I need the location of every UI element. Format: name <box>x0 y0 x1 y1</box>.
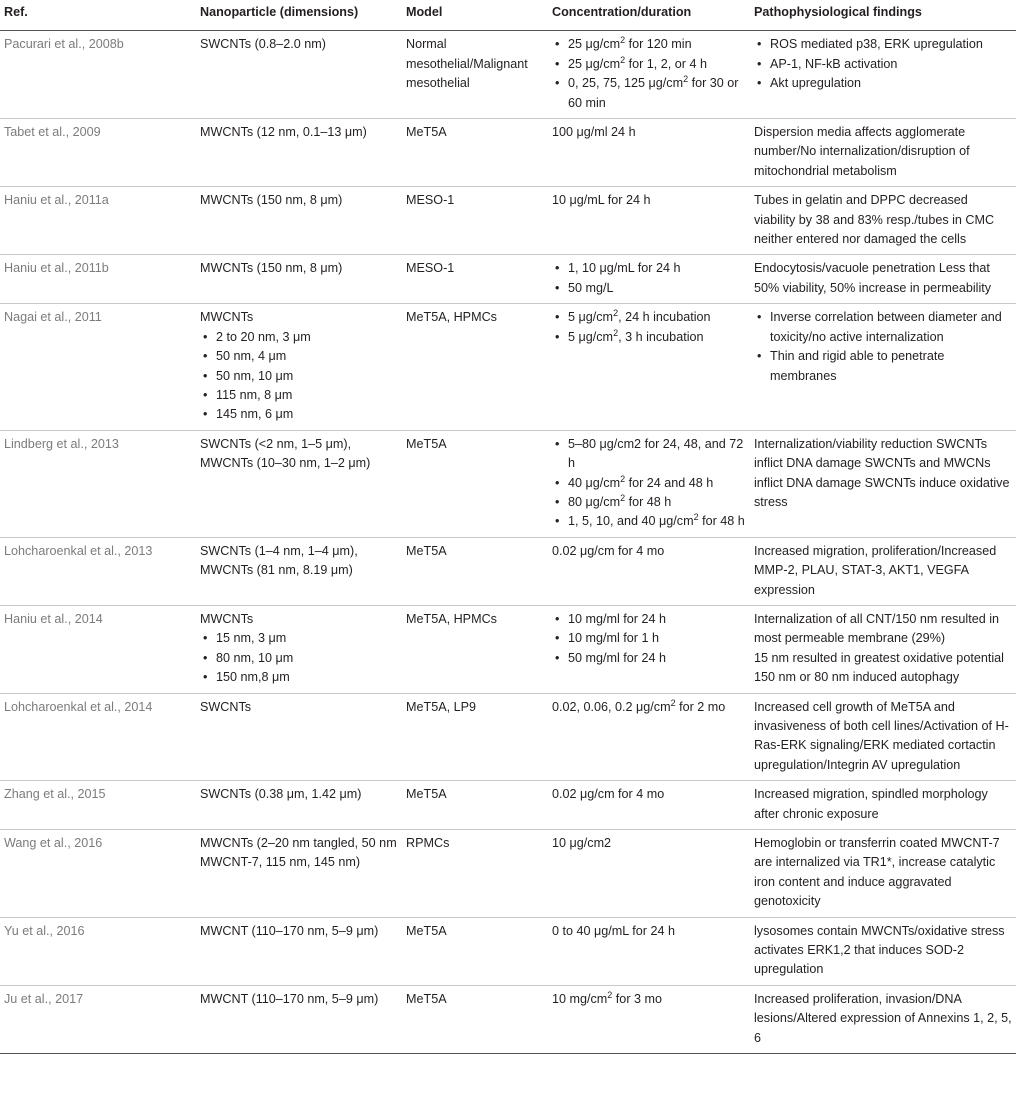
model-cell: MESO-1 <box>402 187 548 255</box>
ref-cell: Lindberg et al., 2013 <box>0 430 196 537</box>
findings-cell <box>750 985 1016 1053</box>
findings-cell <box>750 255 1016 304</box>
find-list <box>754 308 1012 386</box>
ref-cell: Zhang et al., 2015 <box>0 781 196 830</box>
nano-text: MWCNTs (150 nm, 8 μm) <box>200 261 343 276</box>
conc-list <box>552 610 746 668</box>
table-row <box>0 31 1016 119</box>
findings-cell <box>750 119 1016 187</box>
concentration-cell <box>548 430 750 537</box>
table-row <box>0 255 1016 304</box>
nanoparticle-cell <box>196 781 402 830</box>
nano-list-item: • 2 to 20 nm, 3 μm <box>216 328 398 347</box>
model-cell: MeT5A <box>402 917 548 985</box>
find-text: lysosomes contain MWCNTs/oxidative stress activates ERK1,2 that induces SOD-2 upregulation <box>754 923 1005 977</box>
conc-text: 10 μg/mL for 24 h <box>552 193 651 208</box>
nanoparticle-cell <box>196 430 402 537</box>
table-row <box>0 605 1016 693</box>
model-cell: MeT5A <box>402 430 548 537</box>
conc-text: 0 to 40 μg/mL for 24 h <box>552 923 676 938</box>
ref-cell: Lohcharoenkal et al., 2013 <box>0 537 196 605</box>
concentration-cell <box>548 693 750 781</box>
conc-text: 100 μg/ml 24 h <box>552 125 636 140</box>
findings-cell <box>750 693 1016 781</box>
find-text: Dispersion media affects agglomerate number/No internalization/disruption of mitochondrial metabolism <box>754 125 970 178</box>
concentration-cell <box>548 605 750 693</box>
find-text: Increased migration, proliferation/Increased MMP-2, PLAU, STAT-3, AKT1, VEGFA expression <box>754 543 997 597</box>
table-row <box>0 693 1016 781</box>
nano-list <box>200 629 398 687</box>
conc-text: 10 μg/cm2 <box>552 836 612 851</box>
nano-text: MWCNTs <box>200 611 254 626</box>
nano-list-item: • 50 nm, 4 μm <box>216 347 398 366</box>
conc-text: 0.02 μg/cm for 4 mo <box>552 787 665 802</box>
table-row <box>0 537 1016 605</box>
model-cell: MESO-1 <box>402 255 548 304</box>
nano-text: MWCNTs (12 nm, 0.1–13 μm) <box>200 125 367 140</box>
nano-text: MWCNTs (150 nm, 8 μm) <box>200 193 343 208</box>
model-cell: MeT5A <box>402 119 548 187</box>
conc-list-item: • 80 $\mu g/cm^2$ for 48 h <box>568 493 746 512</box>
nanoparticle-cell <box>196 605 402 693</box>
conc-list-item: • 10 mg/ml for 1 h <box>568 629 746 648</box>
nano-list-item: • 150 nm,8 μm <box>216 668 398 687</box>
nanoparticle-cell <box>196 693 402 781</box>
ref-cell: Ju et al., 2017 <box>0 985 196 1053</box>
nano-text: MWCNTs <box>200 310 254 325</box>
conc-list <box>552 35 746 113</box>
find-list-item: • Thin and rigid able to penetrate membranes <box>770 347 1012 386</box>
ref-cell: Yu et al., 2016 <box>0 917 196 985</box>
find-list <box>754 35 1012 93</box>
model-cell: MeT5A <box>402 781 548 830</box>
nano-list <box>200 328 398 425</box>
concentration-cell <box>548 255 750 304</box>
nano-list-item: • 15 nm, 3 μm <box>216 629 398 648</box>
nano-text: SWCNTs (0.38 μm, 1.42 μm) <box>200 787 362 802</box>
nanoparticle-cell <box>196 304 402 430</box>
findings-cell <box>750 537 1016 605</box>
concentration-cell <box>548 830 750 918</box>
conc-list <box>552 435 746 532</box>
conc-list-item: • 1, 10 μg/mL for 24 h <box>568 259 746 278</box>
findings-cell <box>750 917 1016 985</box>
model-cell: MeT5A, HPMCs <box>402 304 548 430</box>
conc-list-item: • 0, 25, 75, 125 $\mu g/cm^2$ for 30 or 60 min <box>568 74 746 113</box>
concentration-cell <box>548 31 750 119</box>
findings-cell <box>750 31 1016 119</box>
table-row <box>0 119 1016 187</box>
concentration-cell <box>548 187 750 255</box>
nanoparticle-cell <box>196 830 402 918</box>
model-cell: MeT5A <box>402 985 548 1053</box>
conc-text: 0.02 μg/cm for 4 mo <box>552 543 665 558</box>
conc-list-item: • 5–80 μg/cm2 for 24, 48, and 72 h <box>568 435 746 474</box>
ref-cell: Haniu et al., 2014 <box>0 605 196 693</box>
nano-list-item: • 80 nm, 10 μm <box>216 649 398 668</box>
nanoparticle-cell <box>196 917 402 985</box>
find-list-item: • ROS mediated p38, ERK upregulation <box>770 35 1012 54</box>
ref-cell: Lohcharoenkal et al., 2014 <box>0 693 196 781</box>
concentration-cell <box>548 985 750 1053</box>
nano-text: SWCNTs (<2 nm, 1–5 μm), MWCNTs (10–30 nm, 1–2 μm) <box>200 436 371 471</box>
findings-cell <box>750 781 1016 830</box>
find-list-item: • Inverse correlation between diameter and toxicity/no active internalization <box>770 308 1012 347</box>
nano-list-item: • 115 nm, 8 μm <box>216 386 398 405</box>
nano-text: MWCNTs (2–20 nm tangled, 50 nm MWCNT-7, 115 nm, 145 nm) <box>200 836 397 870</box>
find-text: Endocytosis/vacuole penetration Less that 50% viability, 50% increase in permeability <box>754 261 992 295</box>
header-concentration: Concentration/duration <box>548 0 750 31</box>
find-text: Hemoglobin or transferrin coated MWCNT-7 are internalized via TR1*, increase catalytic iron content and induce aggravated genotoxicity <box>754 836 1000 909</box>
header-model: Model <box>402 0 548 31</box>
table-body <box>0 31 1016 1054</box>
model-cell: RPMCs <box>402 830 548 918</box>
header-row <box>0 0 1016 31</box>
table-row <box>0 781 1016 830</box>
conc-text: 0.02, 0.06, 0.2 $\mu g/cm^2$ for 2 mo <box>552 697 726 714</box>
concentration-cell <box>548 781 750 830</box>
ref-cell: Pacurari et al., 2008b <box>0 31 196 119</box>
table-row <box>0 830 1016 918</box>
find-text: Tubes in gelatin and DPPC decreased viability by 38 and 83% resp./tubes in CMC neither entered nor damaged the cells <box>754 193 995 247</box>
concentration-cell <box>548 119 750 187</box>
findings-cell <box>750 304 1016 430</box>
model-cell: MeT5A, LP9 <box>402 693 548 781</box>
conc-list-item: • 25 $\mu g/cm^2$ for 120 min <box>568 35 746 54</box>
findings-cell <box>750 605 1016 693</box>
table-row <box>0 985 1016 1053</box>
nanoparticle-cell <box>196 119 402 187</box>
find-list-item: • AP-1, NF-kB activation <box>770 55 1012 74</box>
model-cell: MeT5A <box>402 537 548 605</box>
conc-list-item: • 50 mg/L <box>568 279 746 298</box>
conc-list-item: • 40 $\mu g/cm^2$ for 24 and 48 h <box>568 474 746 493</box>
nano-text: MWCNT (110–170 nm, 5–9 μm) <box>200 991 379 1006</box>
table-row <box>0 430 1016 537</box>
find-list-item: • Akt upregulation <box>770 74 1012 93</box>
model-cell: Normal mesothelial/Malignant mesothelial <box>402 31 548 119</box>
header-ref: Ref. <box>0 0 196 31</box>
conc-list-item: • 5 $\mu g/cm^2$, 3 h incubation <box>568 328 746 347</box>
find-text: Increased proliferation, invasion/DNA lesions/Altered expression of Annexins 1, 2, 5, 6 <box>754 991 1012 1045</box>
nanoparticle-cell <box>196 255 402 304</box>
find-text: Increased cell growth of MeT5A and invasiveness of both cell lines/Activation of H-Ras-ERK signaling/ERK mediated cortactin upregulation/Integrin AV upregulation <box>754 699 1009 772</box>
ref-cell: Haniu et al., 2011b <box>0 255 196 304</box>
nano-text: SWCNTs <box>200 699 252 714</box>
nano-text: SWCNTs (0.8–2.0 nm) <box>200 37 326 52</box>
findings-cell <box>750 187 1016 255</box>
findings-cell <box>750 430 1016 537</box>
model-cell: MeT5A, HPMCs <box>402 605 548 693</box>
nano-text: SWCNTs (1–4 nm, 1–4 μm), MWCNTs (81 nm, 8.19 μm) <box>200 543 358 578</box>
concentration-cell <box>548 304 750 430</box>
header-findings: Pathophysiological findings <box>750 0 1016 31</box>
ref-cell: Nagai et al., 2011 <box>0 304 196 430</box>
conc-list <box>552 308 746 347</box>
ref-cell: Tabet et al., 2009 <box>0 119 196 187</box>
nano-list-item: • 145 nm, 6 μm <box>216 405 398 424</box>
ref-cell: Haniu et al., 2011a <box>0 187 196 255</box>
table-row <box>0 917 1016 985</box>
nanoparticle-cell <box>196 985 402 1053</box>
conc-list-item: • 50 mg/ml for 24 h <box>568 649 746 668</box>
find-text: Internalization of all CNT/150 nm resulted in most permeable membrane (29%) <box>754 611 1000 646</box>
table-row <box>0 187 1016 255</box>
find-text: Increased migration, spindled morphology after chronic exposure <box>754 787 988 821</box>
concentration-cell <box>548 917 750 985</box>
find-text: Internalization/viability reduction SWCNTs inflict DNA damage SWCNTs and MWCNs inflict DNA damage SWCNTs induce oxidative stress <box>754 436 1010 509</box>
ref-cell: Wang et al., 2016 <box>0 830 196 918</box>
concentration-cell <box>548 537 750 605</box>
conc-text: 10 $mg/cm^2$ for 3 mo <box>552 989 663 1006</box>
find-text: 15 nm resulted in greatest oxidative potential 150 nm or 80 nm induced autophagy <box>754 650 1004 685</box>
nanoparticle-cell <box>196 31 402 119</box>
header-nanoparticle: Nanoparticle (dimensions) <box>196 0 402 31</box>
nanoparticle-cell <box>196 537 402 605</box>
conc-list-item: • 10 mg/ml for 24 h <box>568 610 746 629</box>
table-row <box>0 304 1016 430</box>
nano-list-item: • 50 nm, 10 μm <box>216 367 398 386</box>
conc-list-item: • 1, 5, 10, and 40 $\mu g/cm^2$ for 48 h <box>568 512 746 531</box>
conc-list <box>552 259 746 298</box>
nano-text: MWCNT (110–170 nm, 5–9 μm) <box>200 923 379 938</box>
nanoparticle-cell <box>196 187 402 255</box>
conc-list-item: • 25 $\mu g/cm^2$ for 1, 2, or 4 h <box>568 55 746 74</box>
findings-cell <box>750 830 1016 918</box>
conc-list-item: • 5 $\mu g/cm^2$, 24 h incubation <box>568 308 746 327</box>
